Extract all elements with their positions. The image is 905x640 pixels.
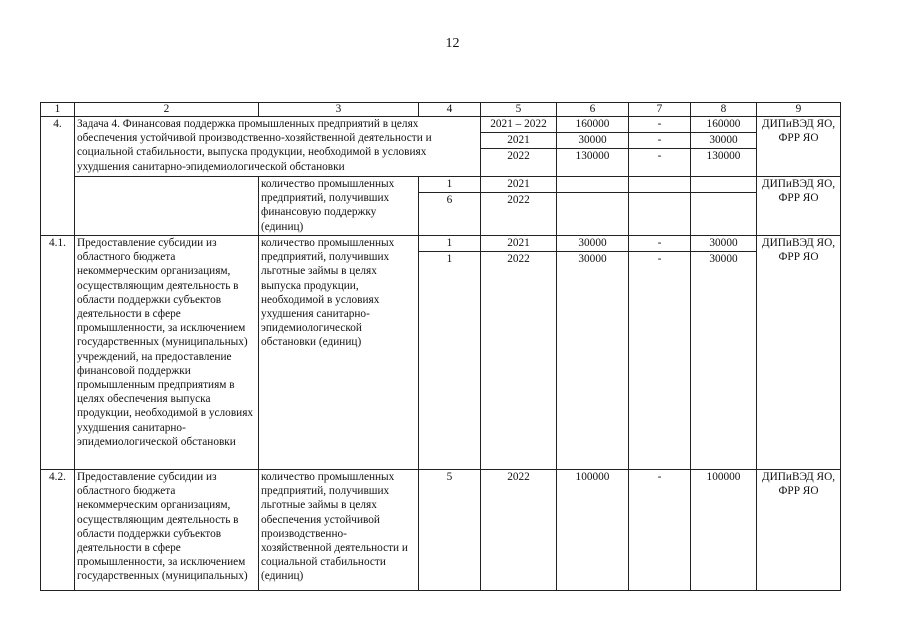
col-header: 6: [557, 103, 629, 117]
executor: ДИПиВЭД ЯО, ФРР ЯО: [757, 177, 841, 236]
indicator-value: 1: [446, 253, 453, 265]
empty-cell: [629, 177, 691, 236]
year-value: 2021: [481, 236, 556, 252]
task-indicator-row: [41, 177, 841, 236]
dash-cell: [629, 117, 691, 177]
col-header: 2: [75, 103, 259, 117]
indicator-years: [481, 177, 557, 236]
task-row: [41, 117, 841, 177]
dash-value: -: [657, 150, 662, 162]
year-value: 2022: [507, 150, 530, 162]
row-number: 4.: [41, 117, 75, 236]
amount-value: 30000: [709, 253, 738, 265]
years-cell: [481, 236, 557, 470]
col-header: 1: [41, 103, 75, 117]
executor: ДИПиВЭД ЯО, ФРР ЯО: [757, 236, 841, 470]
year-value: 2022: [507, 194, 530, 206]
task-title: Задача 4. Финансовая поддержка промышленных предприятий в целях обеспечения устойчивой производственно-хозяйственной деятельности и социальной стабильности, выпуска продукции, необходимой в условиях ухудшения санитарно-эпидемиологической обстановки: [75, 117, 481, 177]
row-number: 4.1.: [41, 236, 75, 470]
page-number: 12: [445, 36, 460, 51]
col-header: 5: [481, 103, 557, 117]
indicator-value: 6: [446, 194, 453, 206]
dash-cell: [629, 236, 691, 470]
header-row: [41, 103, 841, 117]
indicator-value: 1: [419, 177, 480, 193]
empty-cell: [691, 177, 757, 236]
amount-value: 30000: [691, 133, 756, 149]
year-value: 2021: [481, 133, 556, 149]
measure-row: [41, 236, 841, 470]
dash-value: -: [629, 117, 690, 133]
col-header: 3: [259, 103, 419, 117]
dash-value: -: [629, 236, 690, 252]
col-header: 8: [691, 103, 757, 117]
year-value: 2022: [481, 470, 557, 591]
dash-value: -: [657, 253, 662, 265]
measure-row: [41, 470, 841, 591]
amount-value: 100000: [691, 470, 757, 591]
amount-value: 160000: [557, 117, 628, 133]
col-header: 4: [419, 103, 481, 117]
dash-value: -: [629, 470, 691, 591]
indicator-text: количество промышленных предприятий, получивших льготные займы в целях выпуска продукции, необходимой в условиях ухудшения санитарно-эпидемиологической обстановки (единиц): [259, 236, 419, 470]
amount-cell: [691, 117, 757, 177]
executor: ДИПиВЭД ЯО, ФРР ЯО: [757, 117, 841, 177]
amount-cell: [557, 117, 629, 177]
indicator-value: 5: [419, 470, 481, 591]
year-value: 2022: [507, 253, 530, 265]
measure-text: Предоставление субсидии из областного бюджета некоммерческим организациям, осуществляющим деятельность в области поддержки субъектов деятельности в сфере промышленности, за исключением государственных (муниципальных) учреждений, на предоставление финансовой поддержки промышленным предприятиям в целях обеспечения выпуска продукции, необходимой в условиях ухудшения санитарно-эпидемиологической обстановки: [75, 236, 259, 470]
amount-value: 30000: [578, 253, 607, 265]
years-cell: [481, 117, 557, 177]
amount-value: 30000: [557, 133, 628, 149]
indicator-values: [419, 236, 481, 470]
indicator-text: количество промышленных предприятий, получивших финансовую поддержку (единиц): [259, 177, 419, 236]
col-header: 7: [629, 103, 691, 117]
col-header: 9: [757, 103, 841, 117]
amount-value: 160000: [691, 117, 756, 133]
amount-value: 130000: [575, 150, 610, 162]
dash-value: -: [629, 133, 690, 149]
amount-value: 30000: [557, 236, 628, 252]
year-value: 2021 – 2022: [481, 117, 556, 133]
row-number: 4.2.: [41, 470, 75, 591]
executor: ДИПиВЭД ЯО, ФРР ЯО: [757, 470, 841, 591]
indicator-values: [419, 177, 481, 236]
empty-cell: [557, 177, 629, 236]
measure-text: Предоставление субсидии из областного бюджета некоммерческим организациям, осуществляющим деятельность в области поддержки субъектов деятельности в сфере промышленности, за исключением государственных (муниципальных): [75, 470, 259, 591]
program-table: [40, 102, 841, 591]
indicator-text: количество промышленных предприятий, получивших льготные займы в целях обеспечения устойчивой производственно-хозяйственной деятельности и социальной стабильности (единиц): [259, 470, 419, 591]
indicator-value: 1: [419, 236, 480, 252]
empty-cell: [75, 177, 259, 236]
year-value: 2021: [481, 177, 556, 193]
amount-value: 30000: [691, 236, 756, 252]
amount-value: 130000: [706, 150, 741, 162]
amount-value: 100000: [557, 470, 629, 591]
amount-cell: [691, 236, 757, 470]
amount-cell: [557, 236, 629, 470]
